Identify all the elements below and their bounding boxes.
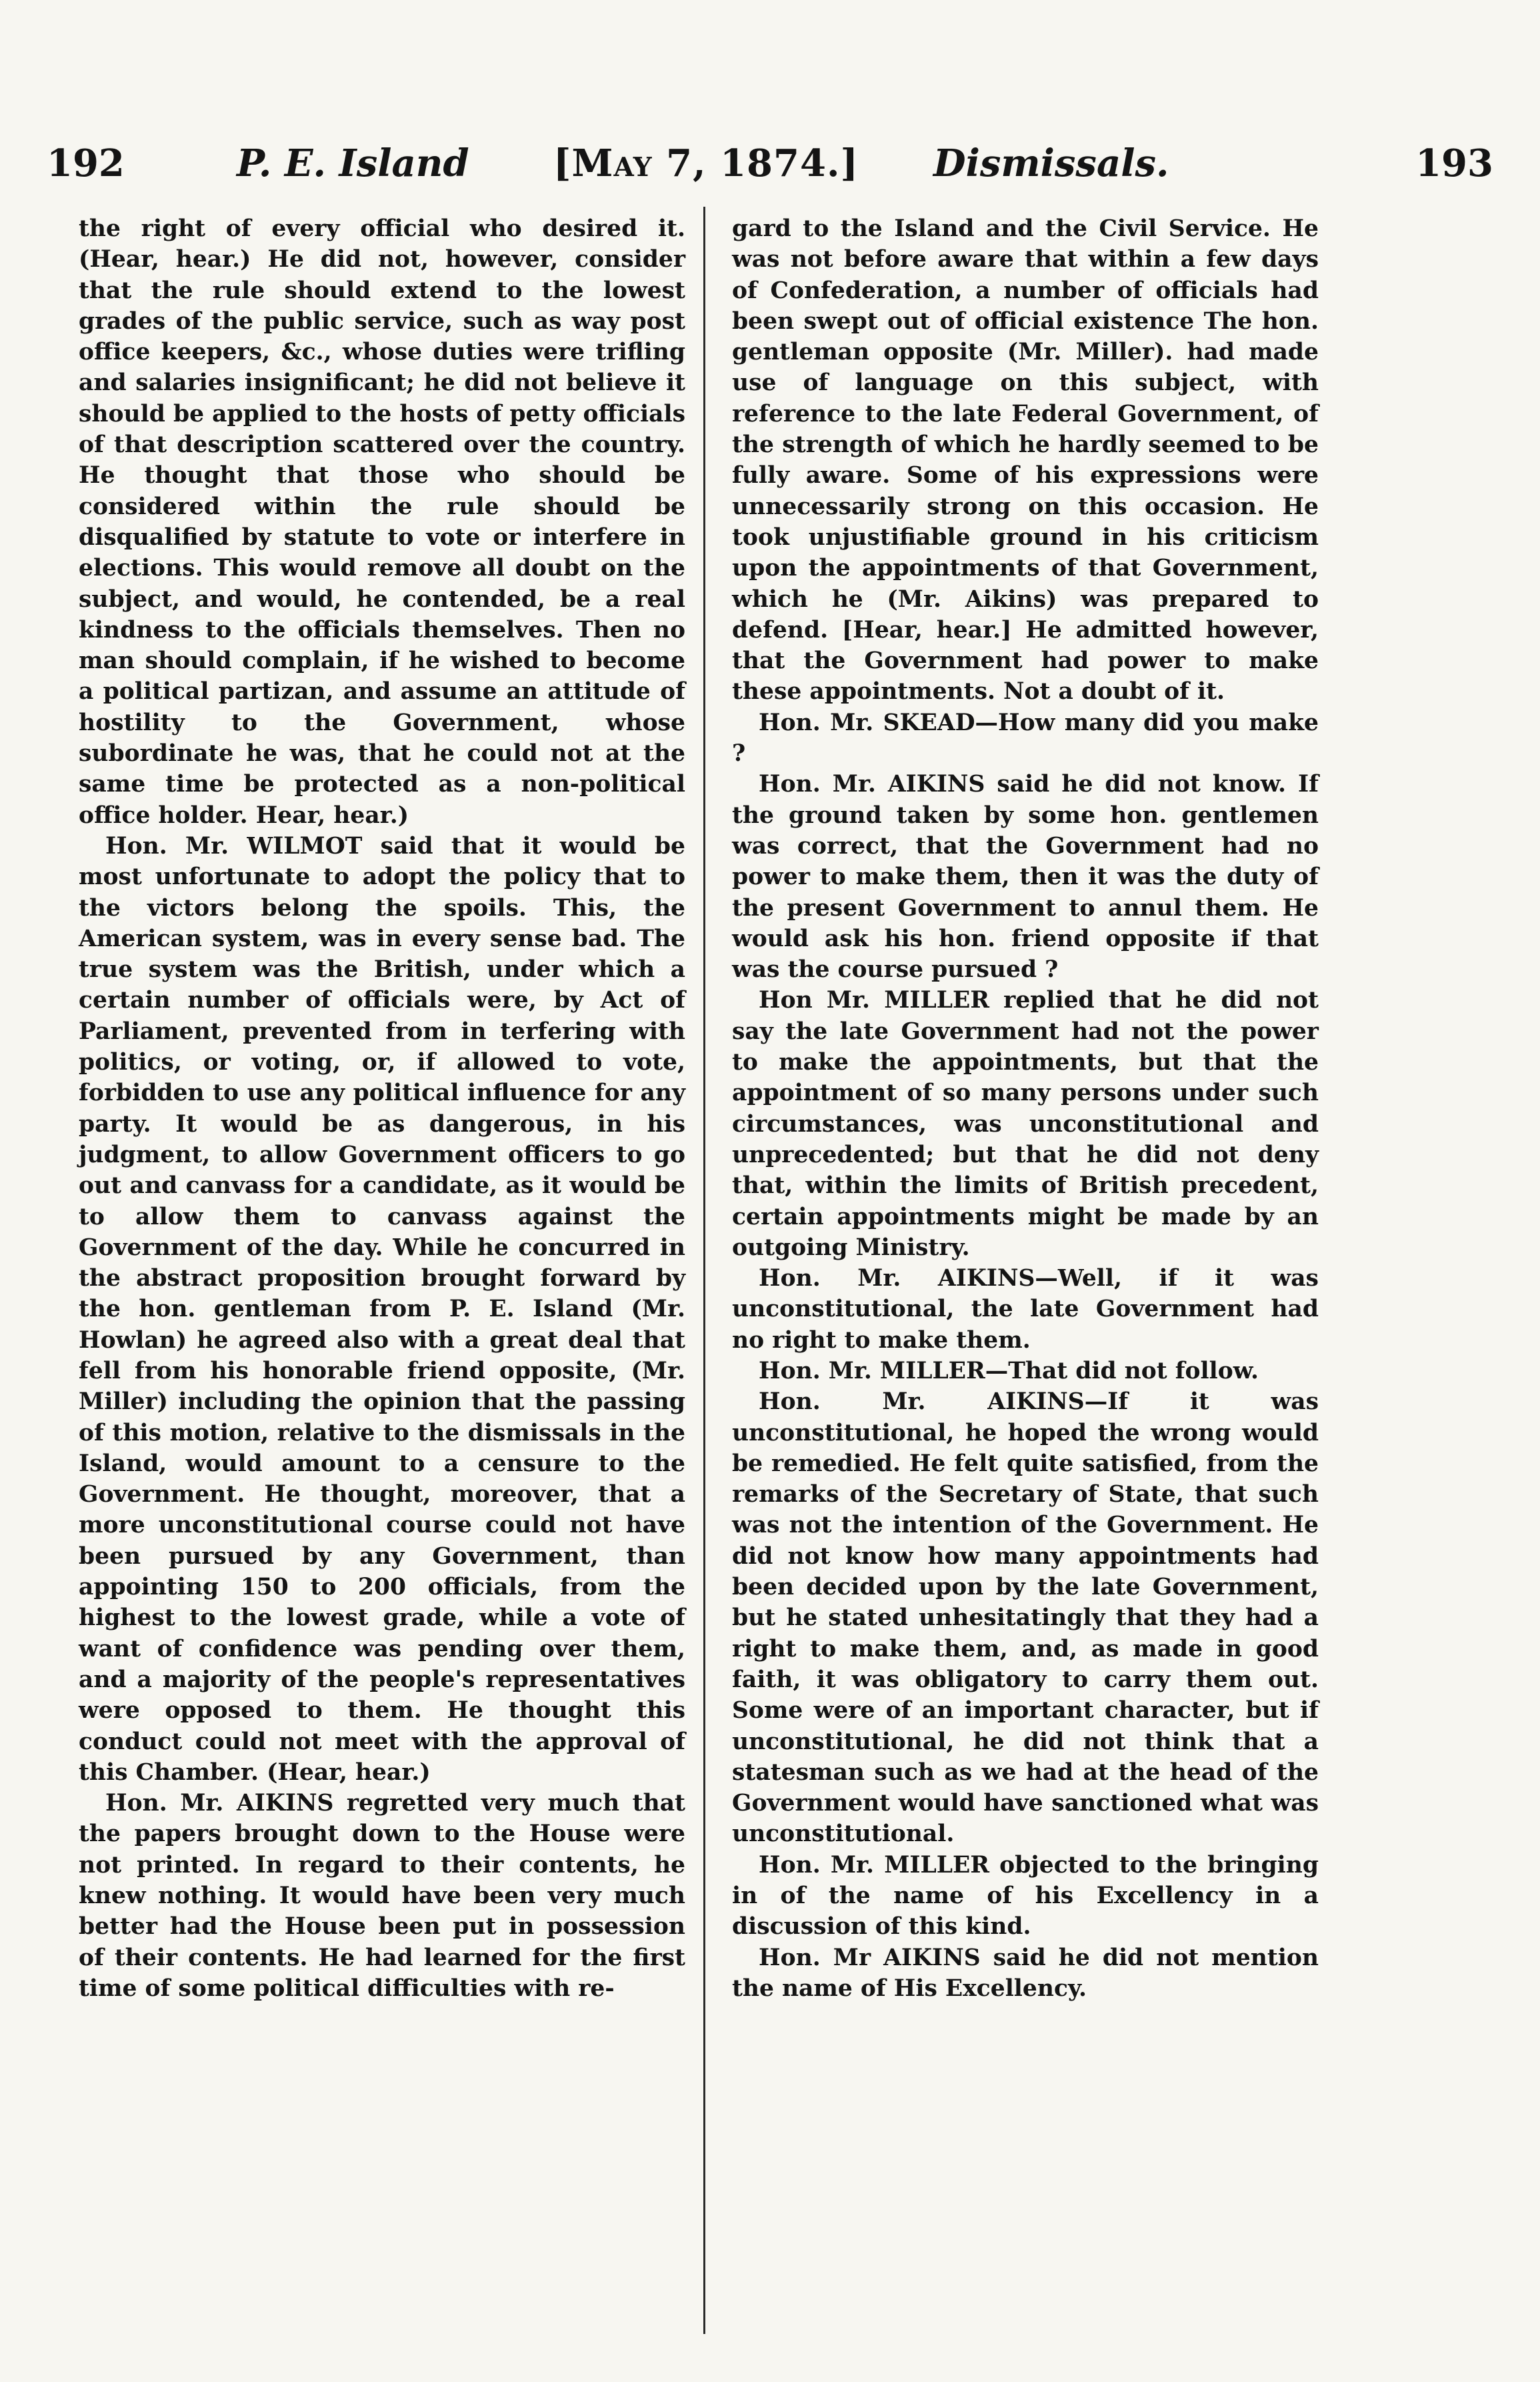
left-column [79,213,685,2004]
paragraph: Hon. Mr. AIKINS—Well, if it was unconstitutional, the late Government had no right to make them. [732,1265,1319,1354]
right-column [732,213,1319,2004]
paragraph: Hon. Mr. MILLER—That did not follow. [759,1357,1259,1384]
paragraph: Hon. Mr. MILLER objected to the bringing in of the name of his Excellency in a discussion of this kind. [732,1851,1319,1941]
right-page-number: 193 [1415,141,1493,185]
right-running-title: Dismissals. [933,141,1169,185]
paragraph: Hon. Mr. AIKINS regretted very much that the papers brought down to the House were not printed. In regard to their contents, he knew nothing. It would have been very much better had the House been put in possession of their contents. He had learned for the first time of some political difficulties with re- [79,1790,685,2002]
paragraph: the right of every official who desired it. (Hear, hear.) He did not, however, consider that the rule should extend to the lowest grades of the public service, such as way post office keepers, &c., whose duties were trifling and salaries insignificant; he did not believe it should be applied to the hosts of petty officials of that description scattered over the country. He thought that those who should be considered within the rule should be disqualified by statute to vote or interfere in elections. This would remove all doubt on the subject, and would, he contended, be a real kindness to the officials themselves. Then no man should complain, if he wished to become a political partizan, and assume an attitude of hostility to the Government, whose subordinate he was, that he could not at the same time be protected as a non-political office holder. Hear, hear.) [79,215,685,829]
paragraph: Hon. Mr. AIKINS said he did not know. If the ground taken by some hon. gentlemen was correct, that the Government had no power to make them, then it was the duty of the present Government to annul them. He would ask his hon. friend opposite if that was the course pursued ? [732,771,1319,984]
left-running-title: P. E. Island [237,141,469,185]
paragraph: Hon. Mr. AIKINS—If it was unconstitutional, he hoped the wrong would be remedied. He felt quite satisfied, from the remarks of the Secretary of State, that such was not the intention of the Government. He did not know how many appointments had been decided upon by the late Government, but he stated unhesitatingly that they had a right to make them, and, as made in good faith, it was obligatory to carry them out. Some were of an important character, but if unconstitutional, he did not think that a statesman such as we had at the head of the Government would have sanctioned what was unconstitutional. [732,1388,1319,1848]
paragraph: Hon Mr. MILLER replied that he did not say the late Government had not the power to make the appointments, but that the appointment of so many persons under such circumstances, was unconstitutional and unprecedented; but that he did not deny that, within the limits of British precedent, certain appointments might be made by an outgoing Ministry. [732,987,1319,1261]
running-header [47,140,1493,200]
paragraph: Hon. Mr. WILMOT said that it would be most unfortunate to adopt the policy that to the victors belong the spoils. This, the American system, was in every sense bad. The true system was the British, under which a certain number of officials were, by Act of Parliament, prevented from in terfering with politics, or voting, or, if allowed to vote, forbidden to use any political influence for any party. It would be as dangerous, in his judgment, to allow Government officers to go out and canvass for a candidate, as it would be to allow them to canvass against the Government of the day. While he concurred in the abstract proposition brought forward by the hon. gentleman from P. E. Island (Mr. Howlan) he agreed also with a great deal that fell from his honorable friend opposite, (Mr. Miller) including the opinion that the passing of this motion, relative to the dismissals in the Island, would amount to a censure to the Government. He thought, moreover, that a more unconstitutional course could not have been pursued by any Government, than appointing 150 to 200 officials, from the highest to the lowest grade, while a vote of want of confidence was pending over them, and a majority of the people's representatives were opposed to them. He thought this conduct could not meet with the approval of this Chamber. (Hear, hear.) [79,832,685,1786]
paragraph: Hon. Mr AIKINS said he did not mention the name of His Excellency. [732,1944,1319,2002]
paragraph: gard to the Island and the Civil Service. He was not before aware that within a few days of Confederation, a number of officials had been swept out of official existence The hon. gentleman opposite (Mr. Miller). had made use of language on this subject, with reference to the late Federal Government, of the strength of which he hardly seemed to be fully aware. Some of his expressions were unnecessarily strong on this occasion. He took unjustifiable ground in his criticism upon the appointments of that Government, which he (Mr. Aikins) was prepared to defend. [Hear, hear.] He admitted however, that the Government had power to make these appointments. Not a doubt of it. [732,215,1319,706]
header-date: [May 7, 1874.] [553,141,859,185]
left-page-number: 192 [47,141,125,185]
paragraph: Hon. Mr. SKEAD—How many did you make ? [732,709,1319,768]
column-divider [703,207,705,2334]
